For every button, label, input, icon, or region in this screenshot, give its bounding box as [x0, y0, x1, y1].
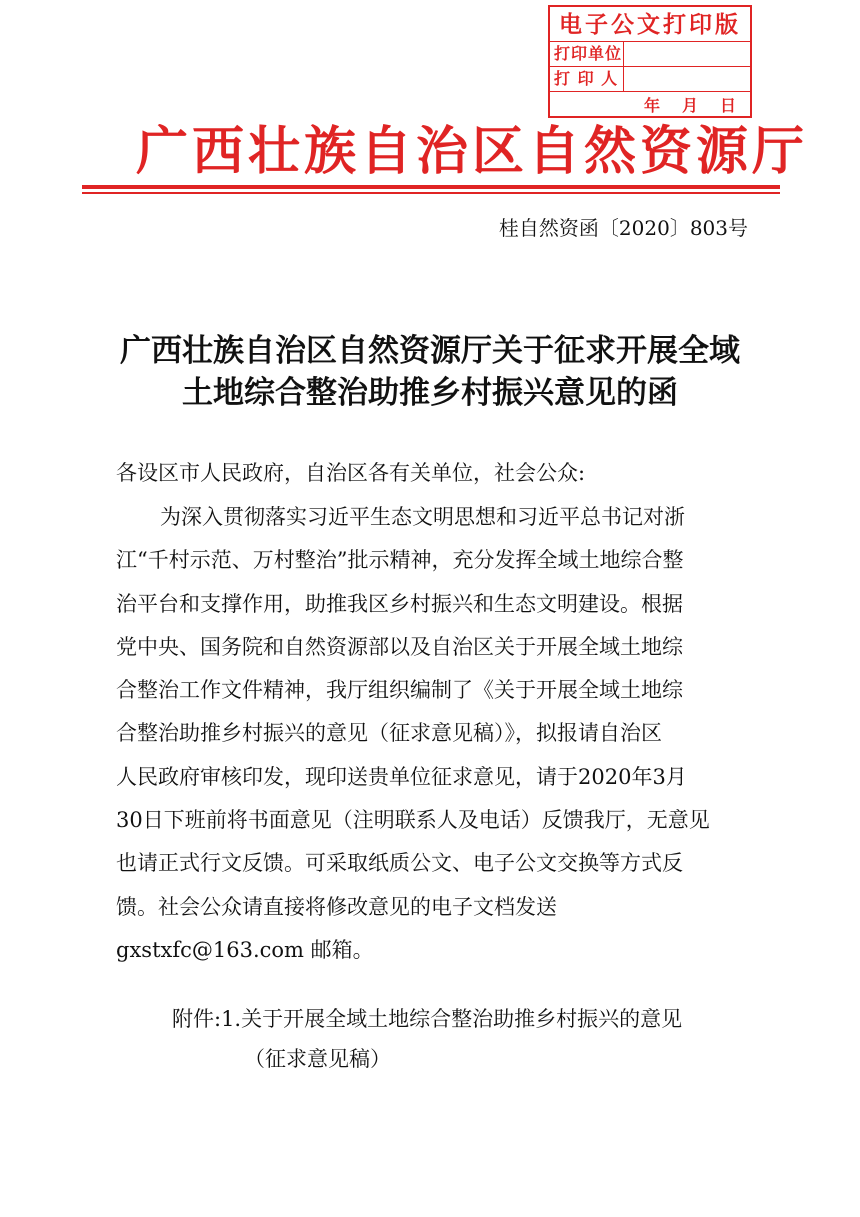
body-line: 江“千村示范、万村整治”批示精神，充分发挥全域土地综合整 — [116, 548, 684, 573]
attachment-line-1: 附件:1.关于开展全域土地综合整治助推乡村振兴的意见 — [172, 1007, 683, 1031]
body-text — [116, 496, 756, 972]
body-line: 也请正式行文反馈。可采取纸质公文、电子公文交换等方式反 — [116, 851, 683, 876]
masthead-rule-thick — [82, 185, 780, 189]
stamp-date-row — [550, 92, 750, 119]
stamp-month: 月 — [681, 96, 698, 115]
attachment-line-2: （征求意见稿） — [244, 1047, 391, 1071]
stamp-unit-row — [550, 42, 750, 67]
body-line: 治平台和支撑作用，助推我区乡村振兴和生态文明建设。根据 — [116, 591, 683, 616]
stamp-title: 电子公文打印版 — [550, 7, 750, 42]
stamp-unit-label: 打印单位 — [550, 42, 624, 66]
body-line: 合整治助推乡村振兴的意见（征求意见稿）》，拟报请自治区 — [116, 721, 662, 746]
title-line-2: 土地综合整治助推乡村振兴意见的函 — [182, 375, 678, 411]
body-line-email: gxstxfc@163.com 邮箱。 — [116, 937, 374, 962]
body-line: 党中央、国务院和自然资源部以及自治区关于开展全域土地综 — [116, 634, 683, 659]
stamp-printer-row — [550, 67, 750, 92]
document-number: 桂自然资函〔2020〕803号 — [498, 216, 748, 240]
body-line: 馈。社会公众请直接将修改意见的电子文档发送 — [116, 894, 557, 919]
body-line: 为深入贯彻落实习近平生态文明思想和习近平总书记对浙 — [160, 505, 685, 529]
title-line-1: 广西壮族自治区自然资源厅关于征求开展全域 — [120, 333, 740, 369]
body-line: 人民政府审核印发，现印送贵单位征求意见，请于2020年3月 — [116, 764, 687, 789]
stamp-year: 年 — [643, 96, 660, 115]
masthead-rule-thin — [82, 192, 780, 194]
document-title — [90, 330, 770, 414]
body-line: 30日下班前将书面意见（注明联系人及电话）反馈我厅，无意见 — [116, 808, 710, 833]
masthead: 广西壮族自治区自然资源厅 — [136, 121, 809, 182]
stamp-printer-label: 打 印 人 — [550, 67, 624, 91]
print-stamp — [548, 5, 752, 118]
stamp-day: 日 — [719, 96, 736, 115]
body-line: 合整治工作文件精神，我厅组织编制了《关于开展全域土地综 — [116, 678, 683, 703]
salutation: 各设区市人民政府，自治区各有关单位，社会公众: — [116, 461, 586, 485]
